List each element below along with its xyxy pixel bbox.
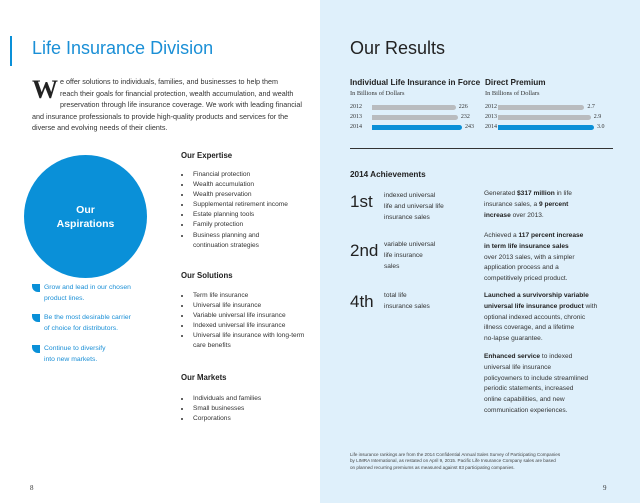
text-line: optional indexed accounts, chronic [484, 313, 586, 321]
text-run-bold: Enhanced service [484, 353, 541, 360]
chart-direct-premium [485, 104, 613, 136]
aspiration-item [44, 313, 131, 334]
text-run: with [583, 302, 598, 310]
solutions-list [181, 291, 321, 352]
aspiration-line: into new markets. [44, 355, 98, 363]
intro-line: reach their goals for financial protection, wealth accumulation, and wealth [60, 88, 294, 98]
rank-desc-line: insurance sales [384, 302, 430, 310]
chart-subtitle: In Billions of Dollars [485, 90, 540, 97]
aspiration-item [44, 283, 131, 304]
footnote-line: Life insurance rankings are from the 2014 Confidential Annual Sales Survey of Participating Companies [350, 452, 561, 457]
rank-description [384, 191, 444, 223]
intro-line: diverse and evolving needs of their clients. [32, 123, 168, 133]
intro-line: preservation through life insurance coverage. We work with leading financial [60, 100, 302, 110]
text-line: online capabilities, and new [484, 396, 565, 404]
title-accent-bar [10, 36, 12, 66]
text-run: to indexed [540, 353, 573, 360]
list-item: • Universal life insurance with long-term care benefits [191, 331, 311, 351]
aspirations-title-line: Our [76, 203, 95, 216]
text-run-bold: increase [484, 211, 511, 219]
value-label: 3.0 [597, 124, 605, 130]
page-number-left: 8 [30, 484, 34, 492]
rank-desc-line: sales [384, 262, 400, 270]
year-label: 2014 [485, 124, 497, 130]
list-item: • Indexed universal life insurance [191, 321, 321, 331]
aspiration-line: product lines. [44, 294, 85, 302]
list-item: • Financial protection [191, 170, 321, 180]
rank-desc-line: life and universal life [384, 202, 444, 210]
achievement-text [484, 291, 614, 345]
rank-label: 4th [350, 292, 374, 311]
chart-title: Direct Premium [485, 78, 546, 87]
bar-2012 [498, 105, 584, 110]
bar-2013 [498, 115, 591, 120]
page-number-right: 9 [603, 484, 607, 492]
text-line: periodic statements, increased [484, 385, 574, 393]
aspirations-title-line: Aspirations [56, 217, 115, 230]
aspirations-circle [24, 155, 147, 278]
markets-heading: Our Markets [181, 373, 227, 382]
list-item: • Family protection [191, 220, 321, 230]
text-line: competitively priced product. [484, 275, 568, 283]
text-run-bold: Launched a survivorship variable [484, 292, 589, 299]
achievement-text [484, 352, 614, 417]
text-line: application process and a [484, 264, 559, 272]
list-item: • Business planning and continuation strategies [191, 231, 285, 251]
text-line: communication experiences. [484, 406, 568, 414]
markets-list [181, 394, 321, 424]
chart-title: Individual Life Insurance in Force [350, 78, 481, 87]
year-label: 2013 [350, 114, 362, 120]
achievement-text [484, 231, 614, 285]
rank-desc-line: insurance sales [384, 213, 430, 221]
aspiration-item [44, 344, 106, 365]
list-item: • Universal life insurance [191, 301, 321, 311]
text-line: over 2013 sales, with a simpler [484, 253, 575, 261]
rank-description [384, 240, 435, 272]
text-run-bold: 9 percent [538, 200, 569, 208]
achievements-heading: 2014 Achievements [350, 170, 426, 179]
list-item: • Estate planning tools [191, 210, 321, 220]
footnote-line: on planned recurring premiums as measured against 83 participating companies. [350, 464, 515, 470]
text-line: policyowners to include streamlined [484, 374, 589, 382]
bar-2014 [498, 125, 594, 130]
text-run: Generated [484, 190, 517, 197]
text-run: Achieved a [484, 232, 519, 239]
intro-dropcap: W [32, 75, 58, 104]
bar-2012 [372, 105, 456, 110]
list-item: • Supplemental retirement income [191, 200, 321, 210]
intro-line: e offer solutions to individuals, families, and businesses to help them [60, 77, 279, 86]
year-label: 2014 [350, 124, 362, 130]
page-title: Life Insurance Division [32, 38, 214, 58]
list-item: • Small businesses [191, 404, 321, 414]
text-run: over 2013. [510, 211, 544, 219]
aspiration-line: Grow and lead in our chosen [44, 284, 131, 291]
aspiration-line: Be the most desirable carrier [44, 314, 131, 321]
value-label: 2.9 [593, 114, 602, 120]
expertise-list [181, 170, 321, 251]
rank-label: 1st [350, 192, 373, 211]
footnote-line: by LIMRA International, as restated on April 9, 2015. Pacific Life Insurance Company sales are based [350, 458, 556, 464]
year-label: 2012 [485, 104, 497, 110]
text-line: illness coverage, and a lifetime [484, 324, 575, 332]
achievement-text [484, 189, 614, 221]
text-line: no-lapse guarantee. [484, 335, 543, 343]
list-item: • Wealth preservation [191, 190, 321, 200]
list-item: • Variable universal life insurance [191, 311, 321, 321]
rank-description [384, 291, 430, 313]
intro-line: and insurance professionals to provide high-quality products and services for the [32, 111, 289, 121]
rank-desc-line: variable universal [384, 241, 436, 248]
text-run-bold: 117 percent increase [518, 232, 584, 239]
solutions-heading: Our Solutions [181, 271, 233, 280]
value-label: 2.7 [587, 104, 595, 110]
rank-desc-line: total life [384, 292, 407, 299]
bar-2013 [372, 115, 458, 120]
text-run-bold: $317 million [517, 190, 555, 197]
text-run-bold: universal life insurance product [484, 302, 584, 310]
text-run-bold: in term life insurance sales [484, 242, 569, 250]
list-item: • Individuals and families [191, 394, 321, 404]
chart-subtitle: In Billions of Dollars [350, 90, 405, 97]
rank-desc-line: indexed universal [384, 192, 436, 199]
chart-insurance-in-force [350, 104, 478, 136]
text-run: insurance sales, a [484, 200, 539, 208]
value-label: 232 [460, 114, 470, 120]
list-item: • Corporations [191, 414, 321, 424]
rank-desc-line: life insurance [384, 251, 423, 259]
year-label: 2012 [350, 104, 362, 110]
results-title: Our Results [350, 38, 446, 58]
bar-2014 [372, 125, 462, 130]
value-label: 226 [458, 104, 468, 110]
divider [350, 148, 613, 149]
value-label: 243 [465, 124, 474, 130]
aspiration-line: Continue to diversify [44, 345, 106, 352]
list-item: • Term life insurance [191, 291, 321, 301]
text-run: in life [554, 190, 572, 197]
text-line: universal life insurance [484, 363, 552, 371]
aspiration-line: of choice for distributors. [44, 324, 119, 332]
rank-label: 2nd [350, 241, 379, 260]
year-label: 2013 [485, 114, 497, 120]
expertise-heading: Our Expertise [181, 151, 233, 160]
footnote [350, 452, 618, 471]
list-item: • Wealth accumulation [191, 180, 321, 190]
